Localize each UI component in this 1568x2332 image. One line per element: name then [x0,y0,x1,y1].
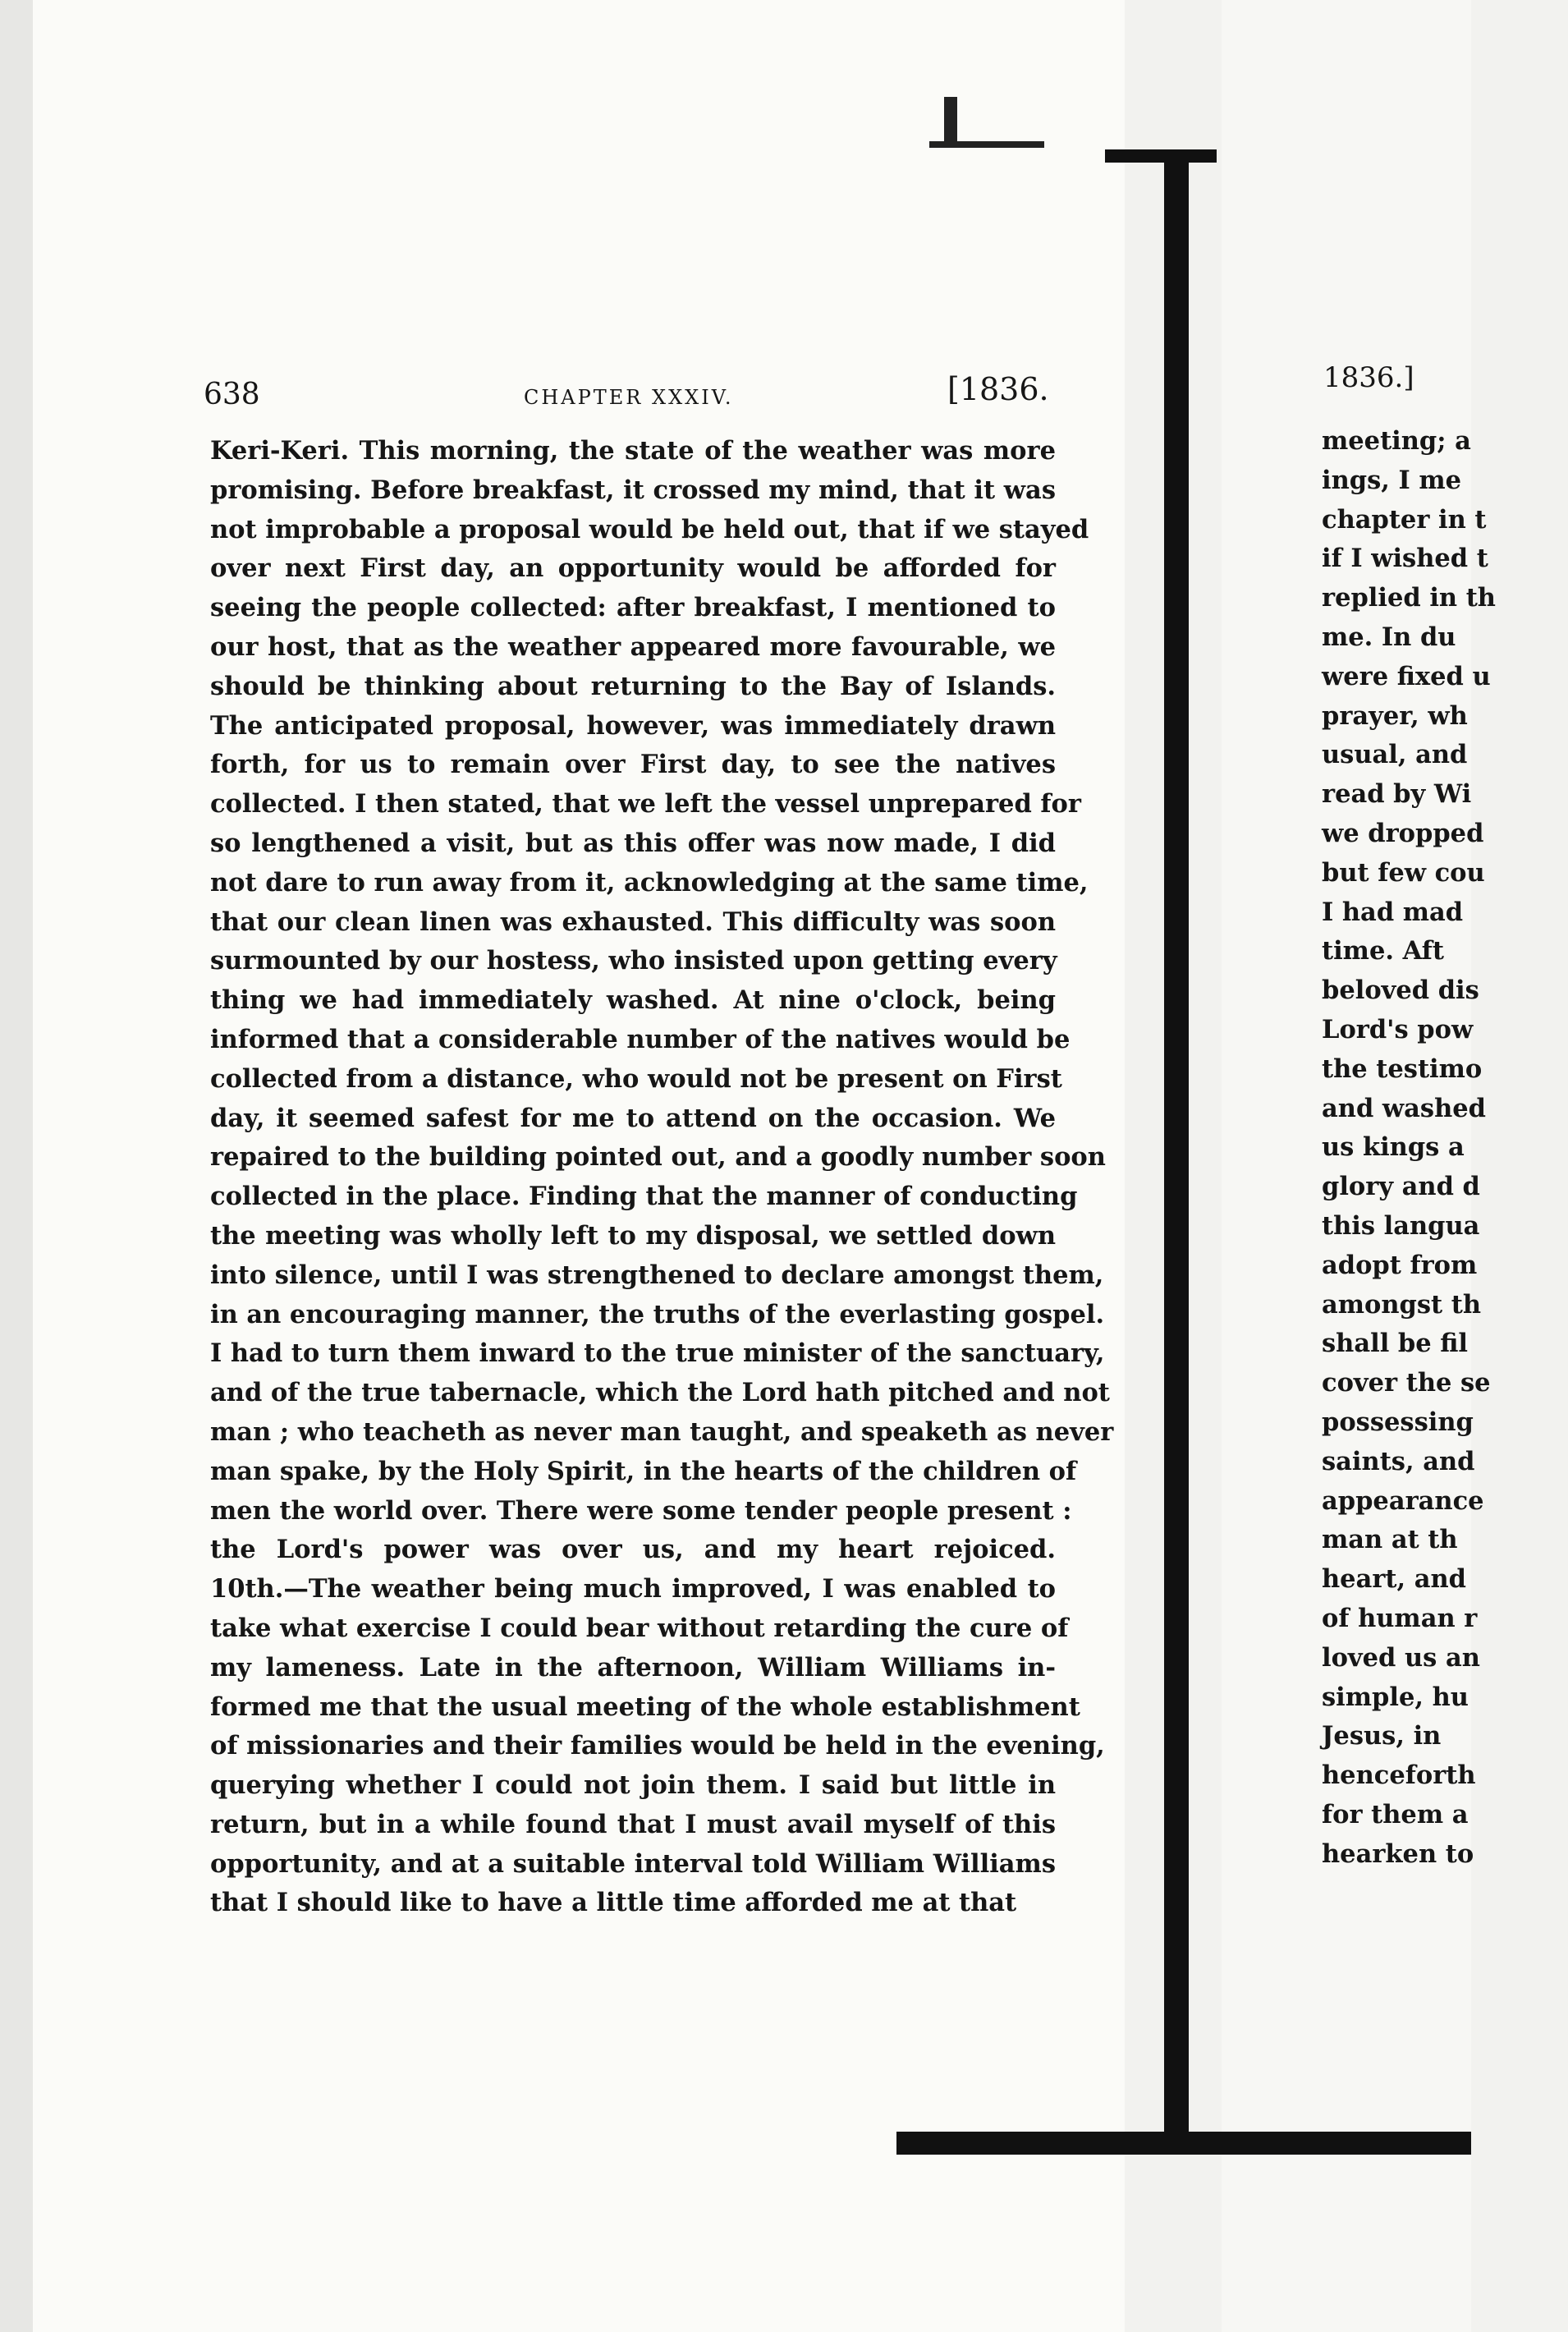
text-line: simple, hu [1322,1682,1469,1712]
text-line: forth, for us to remain over First day, to see the natives [210,750,1056,780]
gutter-clamp-top [1105,149,1217,163]
text-line: day, it seemed safest for me to attend on the occasion. We [210,1103,1056,1133]
text-line: possessing [1322,1407,1474,1437]
text-line: heart, and [1322,1564,1467,1595]
text-line: replied in th [1322,583,1496,613]
gutter-clamp-bar [1164,151,1189,2155]
text-line: henceforth [1322,1760,1476,1791]
text-line: take what exercise I could bear without retarding the cure of [210,1613,1069,1643]
running-year-left: [1836. [947,371,1049,407]
text-line: but few cou [1322,857,1485,888]
right-page-body [1322,422,1568,1874]
text-line: chapter in t [1322,504,1487,535]
text-line: adopt from [1322,1250,1478,1280]
text-line: not dare to run away from it, acknowledging at the same time, [210,867,1089,897]
text-line: usual, and [1322,740,1468,770]
text-line: man spake, by the Holy Spirit, in the hearts of the children of [210,1456,1077,1486]
text-line: loved us an [1322,1642,1480,1673]
text-line: Jesus, in [1322,1721,1442,1751]
text-line: querying whether I could not join them. I said but little in [210,1770,1056,1801]
text-line: should be thinking about returning to the Bay of Islands. [210,671,1056,701]
text-line: amongst th [1322,1289,1482,1320]
gutter-clamp-bottom [896,2132,1471,2155]
page-number: 638 [204,378,260,411]
text-line: opportunity, and at a suitable interval told William Williams [210,1848,1056,1879]
text-line: in an encouraging manner, the truths of the everlasting gospel. [210,1299,1105,1329]
text-line: man at th [1322,1525,1458,1555]
text-line: time. Aft [1322,936,1444,966]
text-line: we dropped [1322,818,1484,848]
text-line: seeing the people collected: after breakfast, I mentioned to [210,593,1056,623]
running-header-left [204,371,1049,420]
text-line: our host, that as the weather appeared more favourable, we [210,631,1056,662]
text-line: of human r [1322,1603,1478,1633]
text-line: The anticipated proposal, however, was immediately drawn [210,710,1056,741]
left-page-body [210,432,1114,1923]
text-line: man ; who teacheth as never man taught, and speaketh as never [210,1416,1114,1447]
text-line: return, but in a while found that I must avail myself of this [210,1809,1056,1839]
text-line: meeting; a [1322,426,1471,456]
scan-edge-shadow [0,0,33,2332]
text-line: saints, and [1322,1446,1475,1476]
text-line: appearance [1322,1485,1484,1516]
corner-mark [944,97,957,146]
text-line: formed me that the usual meeting of the whole establishment [210,1692,1080,1722]
text-line: surmounted by our hostess, who insisted upon getting every [210,946,1057,976]
text-line: glory and d [1322,1172,1480,1202]
text-line: prayer, wh [1322,700,1468,731]
text-line: Keri-Keri. This morning, the state of the weather was more [210,436,1056,466]
text-line: I had to turn them inward to the true minister of the sanctuary, [210,1338,1105,1369]
text-line: thing we had immediately washed. At nine o'clock, being [210,985,1056,1016]
text-line: men the world over. There were some tender people present : [210,1495,1072,1526]
text-line: repaired to the building pointed out, and a goodly number soon [210,1142,1106,1173]
text-line: 10th.—The weather being much improved, I was enabled to [210,1574,1056,1604]
text-line: this langua [1322,1210,1480,1241]
text-line: of missionaries and their families would be held in the evening, [210,1731,1105,1761]
running-year-right: 1836.] [1323,361,1414,394]
text-line: hearken to [1322,1839,1474,1869]
text-line: so lengthened a visit, but as this offer was now made, I did [210,828,1056,858]
text-line: and washed [1322,1093,1486,1123]
text-line: over next First day, an opportunity would be afforded for [210,553,1056,584]
text-line: ings, I me [1322,465,1462,495]
text-line: into silence, until I was strengthened to declare amongst them, [210,1260,1104,1290]
text-line: collected in the place. Finding that the manner of conducting [210,1182,1078,1212]
corner-mark-horizontal [929,141,1044,148]
chapter-title: CHAPTER XXXIV. [524,386,734,409]
text-line: that our clean linen was exhausted. This difficulty was soon [210,907,1056,937]
text-line: me. In du [1322,622,1456,652]
text-line: shall be fil [1322,1329,1469,1359]
text-line: Lord's pow [1322,1014,1474,1044]
text-line: and of the true tabernacle, which the Lord hath pitched and not [210,1378,1110,1408]
text-line: read by Wi [1322,779,1472,810]
text-line: were fixed u [1322,661,1491,691]
text-line: cover the se [1322,1368,1491,1398]
text-line: informed that a considerable number of the natives would be [210,1024,1071,1054]
text-line: the meeting was wholly left to my disposal, we settled down [210,1220,1056,1251]
text-line: promising. Before breakfast, it crossed my mind, that it was [210,475,1056,505]
text-line: for them a [1322,1799,1469,1829]
text-line: collected from a distance, who would not be present on First [210,1063,1062,1094]
text-line: the testimo [1322,1054,1483,1084]
text-line: my lameness. Late in the afternoon, William Williams in- [210,1652,1056,1682]
text-line: I had mad [1322,897,1464,927]
text-line: if I wished t [1322,544,1488,574]
text-line: beloved dis [1322,975,1479,1006]
text-line: that I should like to have a little time afforded me at that [210,1888,1017,1918]
text-line: the Lord's power was over us, and my heart rejoiced. [210,1535,1056,1565]
text-line: us kings a [1322,1132,1465,1163]
text-line: not improbable a proposal would be held out, that if we stayed [210,514,1089,544]
text-line: collected. I then stated, that we left the vessel unprepared for [210,789,1081,819]
